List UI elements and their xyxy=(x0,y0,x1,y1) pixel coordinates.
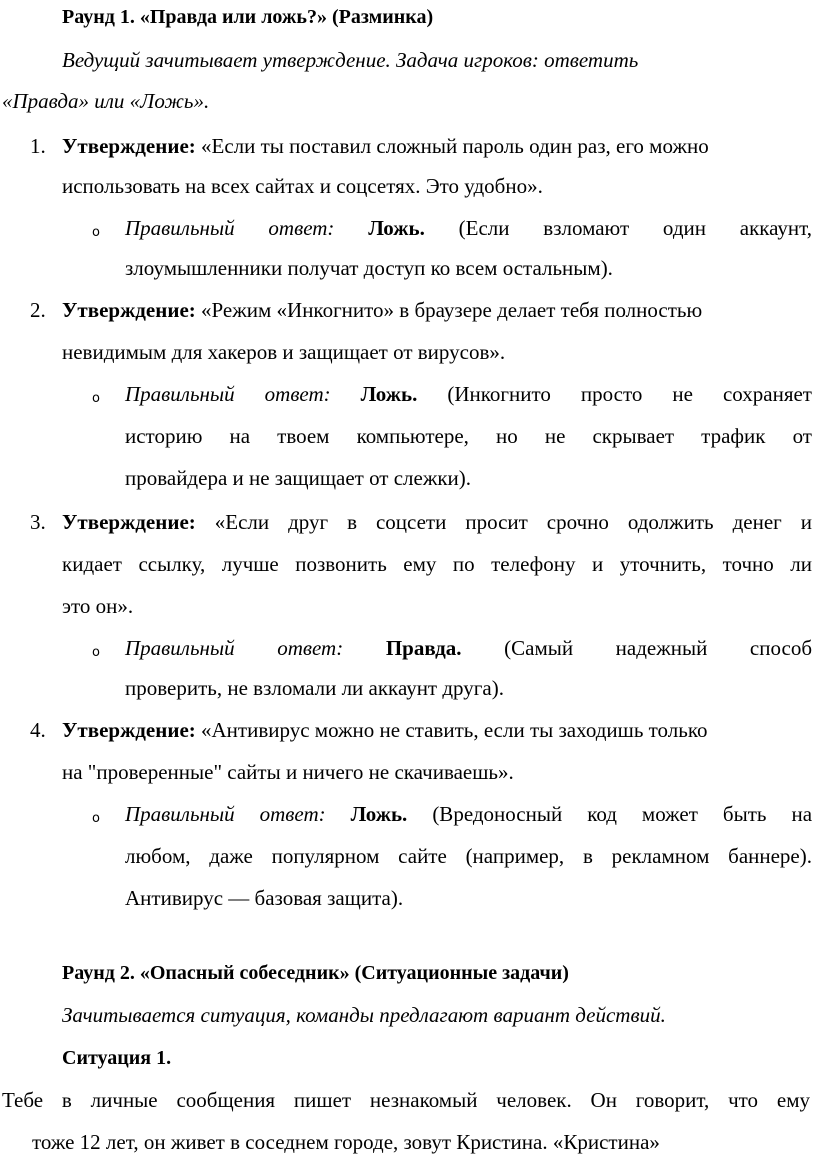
answer-line xyxy=(125,213,812,243)
statement-line xyxy=(62,295,702,325)
statement-label: Утверждение: xyxy=(62,718,196,742)
answer-line xyxy=(125,633,812,663)
round1-intro-line2: «Правда» или «Ложь». xyxy=(2,89,210,113)
answer-line xyxy=(125,379,812,409)
answer-value: Ложь. xyxy=(350,802,408,826)
statement-line xyxy=(62,715,707,745)
answer-line-2: злоумышленники получат доступ ко всем остальным). xyxy=(125,256,613,280)
situation-line-1: Тебе в личные сообщения пишет незнакомый человек. Он говорит, что ему xyxy=(2,1088,810,1112)
statement-line-2: использовать на всех сайтах и соцсетях. Это удобно». xyxy=(62,174,543,198)
statement-text: «Антивирус можно не ставить, если ты заходишь только xyxy=(201,718,708,742)
round1-title: Раунд 1. «Правда или ложь?» (Разминка) xyxy=(62,6,434,28)
round1-intro-line1: Ведущий зачитывает утверждение. Задача игроков: ответить xyxy=(62,48,639,72)
answer-line-3: Антивирус — базовая защита). xyxy=(125,886,404,910)
answer-value: Ложь. xyxy=(360,382,418,406)
statement-label: Утверждение: xyxy=(62,134,196,158)
statement-text: «Если ты поставил сложный пароль один раз, его можно xyxy=(201,134,709,158)
answer-value: Ложь. xyxy=(368,216,425,240)
item-number: 2. xyxy=(30,298,46,322)
item-number: 4. xyxy=(30,718,46,742)
answer-text: (Вредоносный код может быть на xyxy=(432,802,813,826)
answer-line-2: любом, даже популярном сайте (например, в рекламном баннере). xyxy=(125,844,812,868)
statement-line-2: невидимым для хакеров и защищает от вирусов». xyxy=(62,340,506,364)
answer-value: Правда. xyxy=(385,636,462,660)
answer-line-3: провайдера и не защищает от слежки). xyxy=(125,466,472,490)
situation-line-2: тоже 12 лет, он живет в соседнем городе, зовут Кристина. «Кристина» xyxy=(32,1130,660,1154)
answer-text: (Самый надежный способ xyxy=(504,636,813,660)
answer-label: Правильный ответ: xyxy=(125,636,344,660)
situation-title: Ситуация 1. xyxy=(62,1047,172,1069)
answer-label: Правильный ответ: xyxy=(125,216,335,240)
answer-line xyxy=(125,799,812,829)
statement-text: «Если друг в соцсети просит срочно одолжить денег и xyxy=(214,510,813,534)
statement-line-3: это он». xyxy=(62,594,134,618)
answer-line-2: историю на твоем компьютере, но не скрывает трафик от xyxy=(125,424,812,448)
item-number: 1. xyxy=(30,134,46,158)
statement-line-2: кидает ссылку, лучше позвонить ему по телефону и уточнить, точно ли xyxy=(62,552,812,576)
bullet-icon: o xyxy=(92,391,100,406)
answer-text: (Инкогнито просто не сохраняет xyxy=(447,382,812,406)
statement-label: Утверждение: xyxy=(62,510,196,534)
bullet-icon: o xyxy=(92,645,100,660)
answer-line-2: проверить, не взломали ли аккаунт друга). xyxy=(125,676,504,700)
statement-text: «Режим «Инкогнито» в браузере делает тебя полностью xyxy=(201,298,703,322)
answer-label: Правильный ответ: xyxy=(125,802,326,826)
round2-title: Раунд 2. «Опасный собеседник» (Ситуационные задачи) xyxy=(62,962,569,984)
statement-line xyxy=(62,507,812,537)
statement-line xyxy=(62,131,709,161)
bullet-icon: o xyxy=(92,811,100,826)
round2-intro: Зачитывается ситуация, команды предлагают вариант действий. xyxy=(62,1003,666,1027)
item-number: 3. xyxy=(30,510,46,534)
statement-label: Утверждение: xyxy=(62,298,196,322)
bullet-icon: o xyxy=(92,225,100,240)
statement-line-2: на "проверенные" сайты и ничего не скачиваешь». xyxy=(62,760,514,784)
answer-label: Правильный ответ: xyxy=(125,382,331,406)
answer-text: (Если взломают один аккаунт, xyxy=(458,216,813,240)
